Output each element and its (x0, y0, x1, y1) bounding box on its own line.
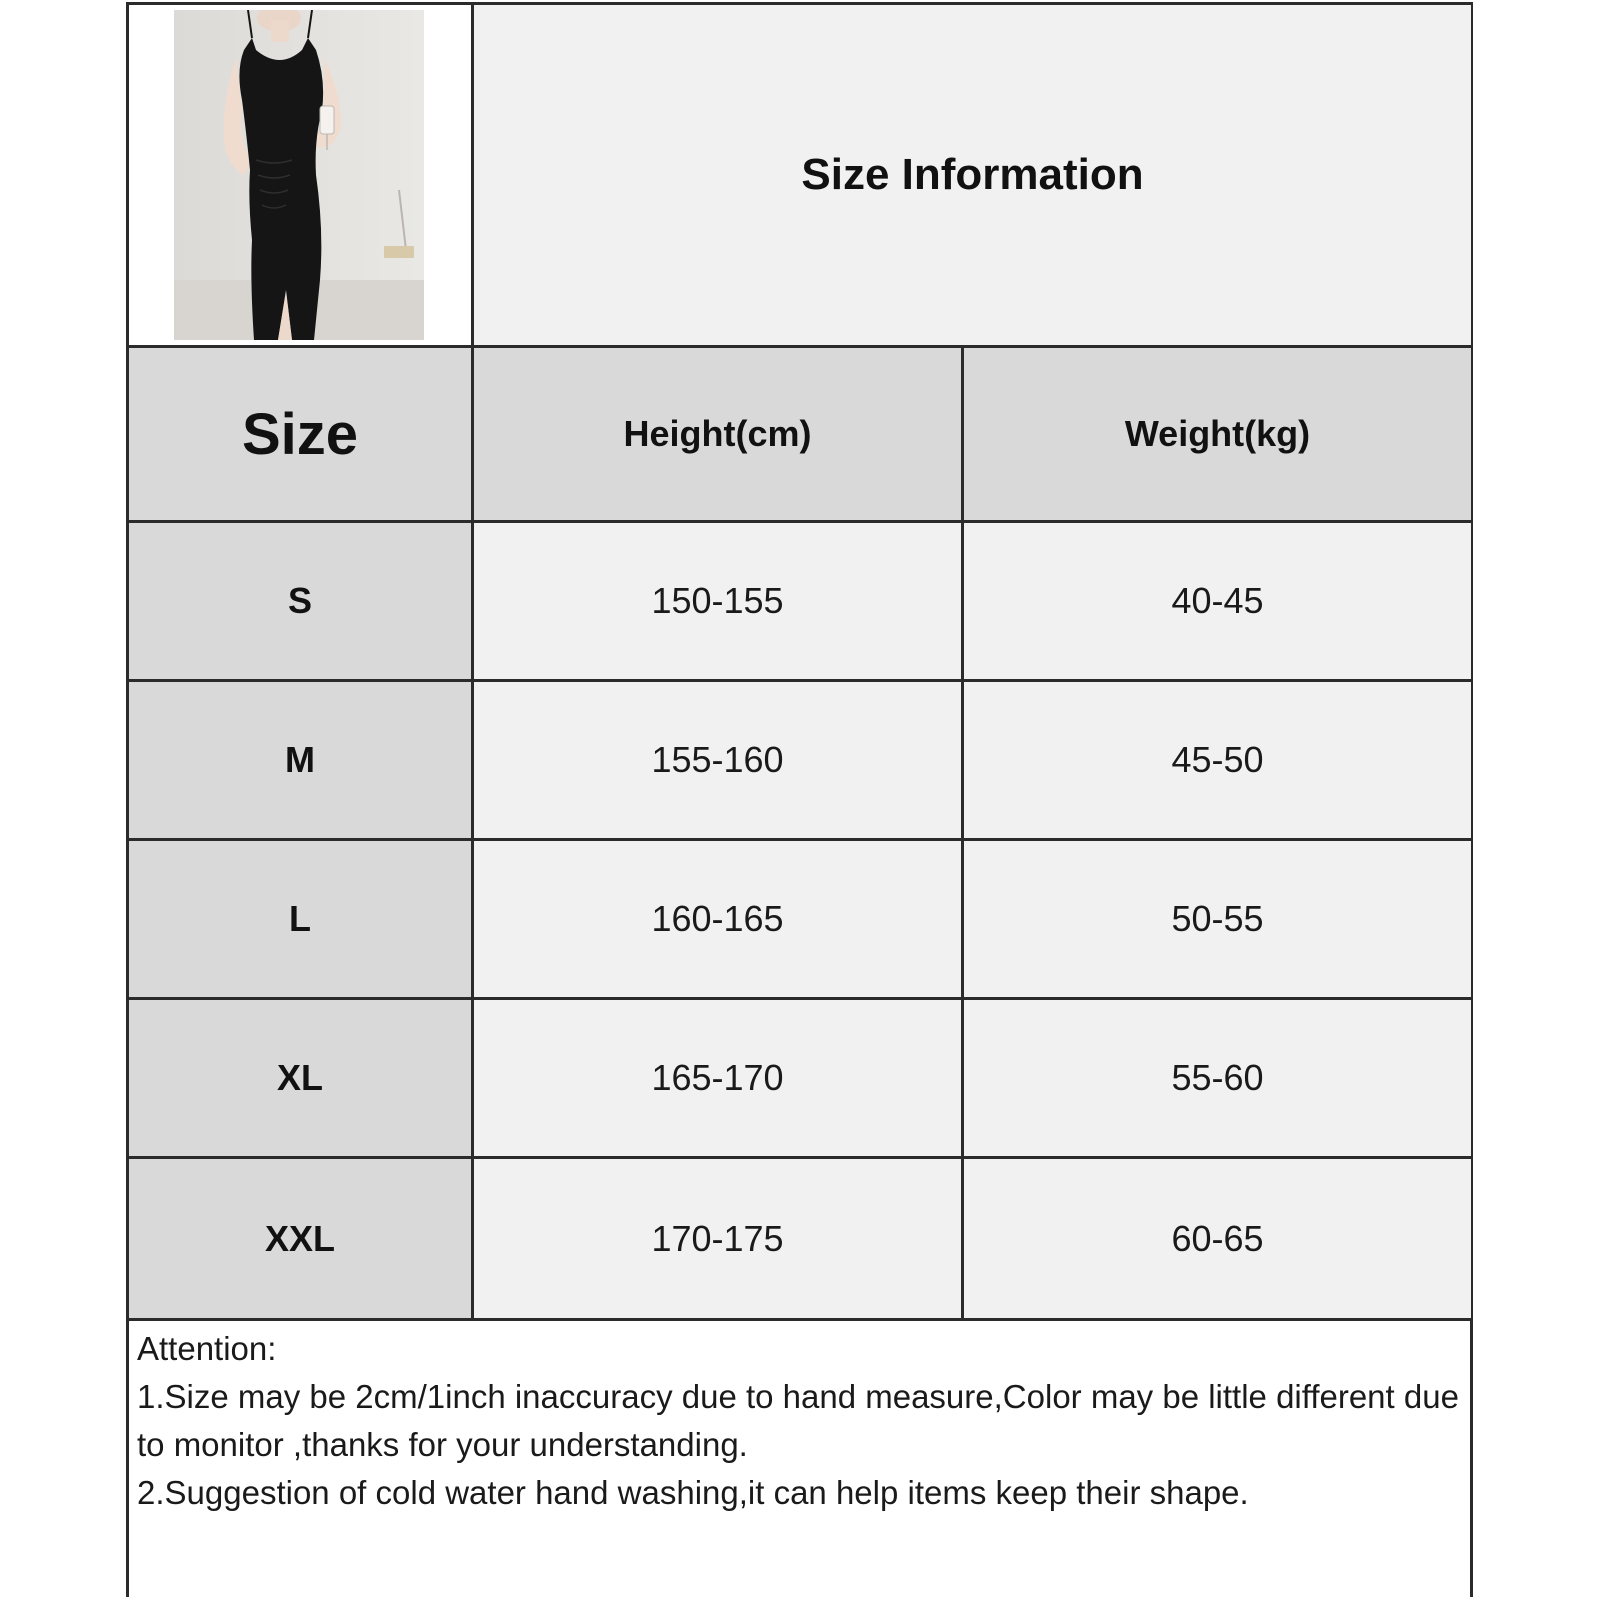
height-value: 160-165 (651, 898, 784, 939)
notes-heading: Attention: (137, 1330, 277, 1367)
header-size-label: Size (241, 401, 359, 467)
header-weight-label: Weight(kg) (1124, 413, 1311, 454)
table-row-height-cell (474, 523, 961, 679)
table-row-size-cell (129, 841, 471, 997)
weight-value: 45-50 (1171, 739, 1264, 780)
table-row-weight-cell (964, 841, 1471, 997)
product-photo (174, 10, 424, 340)
weight-value: 55-60 (1171, 1057, 1264, 1098)
size-chart (126, 2, 1473, 1597)
table-row-size-cell (129, 1000, 471, 1156)
notes-line-2: 2.Suggestion of cold water hand washing,it can help items keep their shape. (137, 1474, 1249, 1511)
table-row-height-cell (474, 1159, 961, 1318)
weight-value: 50-55 (1171, 898, 1264, 939)
product-photo-cell (129, 5, 471, 345)
size-value: L (289, 898, 311, 939)
header-size-cell (129, 348, 471, 520)
table-row-size-cell (129, 523, 471, 679)
attention-notes (129, 1321, 1470, 1597)
header-weight-cell (964, 348, 1471, 520)
size-value: XXL (264, 1217, 335, 1259)
height-value: 165-170 (651, 1057, 784, 1098)
table-row-height-cell (474, 682, 961, 838)
table-row-height-cell (474, 1000, 961, 1156)
page-title: Size Information (801, 150, 1144, 199)
table-row-weight-cell (964, 523, 1471, 679)
title-cell (474, 5, 1471, 345)
height-value: 155-160 (651, 739, 784, 780)
table-row-weight-cell (964, 1159, 1471, 1318)
table-row-height-cell (474, 841, 961, 997)
weight-value: 60-65 (1171, 1217, 1264, 1259)
header-height-label: Height(cm) (623, 413, 812, 454)
table-row-size-cell (129, 682, 471, 838)
table-row-weight-cell (964, 1000, 1471, 1156)
height-value: 150-155 (651, 580, 784, 621)
size-value: XL (276, 1057, 323, 1098)
notes-line-1: 1.Size may be 2cm/1inch inaccuracy due to hand measure,Color may be little different due to monitor ,thanks for your understanding. (137, 1378, 1459, 1463)
size-value: S (287, 580, 312, 621)
height-value: 170-175 (651, 1217, 784, 1259)
table-row-weight-cell (964, 682, 1471, 838)
header-height-cell (474, 348, 961, 520)
table-row-size-cell (129, 1159, 471, 1318)
weight-value: 40-45 (1171, 580, 1264, 621)
size-value: M (285, 739, 315, 780)
